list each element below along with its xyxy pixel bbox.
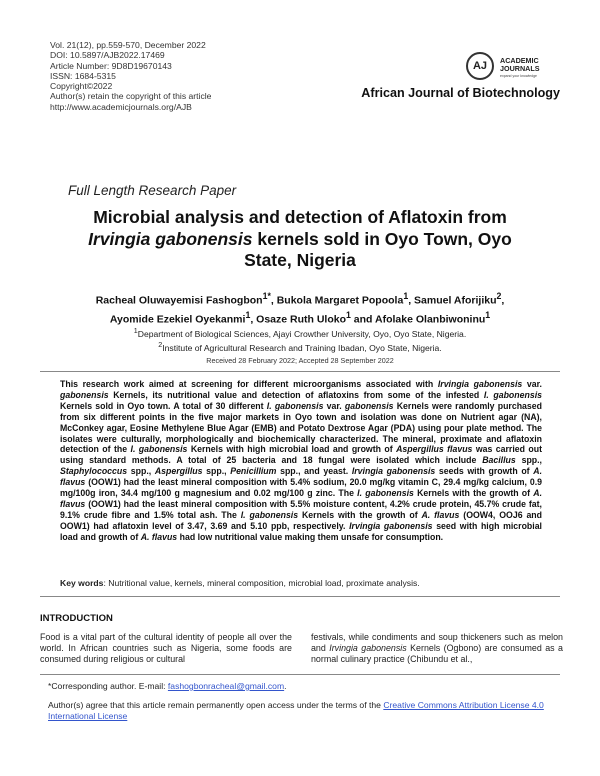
affiliation-2: $^2$Institute of Agricultural Research and Training Ibadan, Oyo State, Nigeria. bbox=[158, 340, 442, 353]
authors-line1: Racheal Oluwayemisi Fashogbon$^{1*}$, Bukola Margaret Popoola$^1$, Samuel Aforijiku$^2$, bbox=[95, 291, 505, 307]
divider-bottom bbox=[40, 596, 560, 597]
affiliation-1: $^1$Department of Biological Sciences, Ajayi Crowther University, Oyo, Oyo State, Nigeria. bbox=[133, 327, 467, 339]
author-name: Osaze Ruth Uloko bbox=[256, 313, 347, 326]
title-species: Irvingia gabonensis bbox=[88, 228, 253, 249]
article-metadata bbox=[50, 40, 211, 112]
meta-article-number: Article Number: 9D8D19670143 bbox=[50, 60, 172, 71]
author-name: Samuel Aforijiku bbox=[414, 294, 497, 307]
aj-logo-icon: AJ bbox=[466, 52, 494, 80]
keywords-label: Key words bbox=[60, 578, 104, 588]
logo-wordmark bbox=[500, 57, 540, 73]
logo-line1: ACADEMIC bbox=[500, 56, 539, 65]
corresponding-author: *Corresponding author. E-mail: fashogbonracheal@gmail.com. bbox=[48, 681, 287, 691]
meta-volume: Vol. 21(12), pp.559-570, December 2022 bbox=[50, 40, 206, 50]
footnote-divider bbox=[40, 674, 560, 675]
keywords: Key words: Nutritional value, kernels, mineral composition, microbial load, proximate analysis. bbox=[60, 578, 420, 588]
license-note: Author(s) agree that this article remain permanently open access under the terms of the Creative Commons Attribution License 4.0 International License bbox=[48, 700, 544, 721]
meta-url[interactable]: http://www.academicjournals.org/AJB bbox=[50, 101, 192, 112]
title-line2: Irvingia gabonensis kernels sold in Oyo Town, Oyo bbox=[88, 228, 512, 249]
received-dates: Received 28 February 2022; Accepted 28 September 2022 bbox=[206, 356, 394, 365]
divider-top bbox=[40, 371, 560, 372]
journal-name: African Journal of Biotechnology bbox=[361, 86, 560, 100]
author-list bbox=[40, 289, 560, 327]
paper-type: Full Length Research Paper bbox=[68, 183, 237, 198]
logo-line2: JOURNALS bbox=[500, 64, 540, 73]
author-name: Ayomide Ezekiel Oyekanmi bbox=[109, 313, 246, 326]
license-link[interactable]: Creative Commons Attribution License 4.0 International License bbox=[48, 700, 544, 721]
meta-doi: DOI: 10.5897/AJB2022.17469 bbox=[50, 50, 165, 61]
author-name: Bukola Margaret Popoola bbox=[276, 294, 404, 307]
title-line1: Microbial analysis and detection of Aflatoxin from bbox=[93, 207, 507, 227]
section-heading-introduction: INTRODUCTION bbox=[40, 613, 113, 624]
affiliations bbox=[40, 326, 560, 354]
intro-right-column: festivals, while condiments and soup thickeners such as melon and Irvingia gabonensis Kernels (Ogbono) are consumed as a normal culinary practice (Chibundu et al., bbox=[311, 632, 563, 665]
logo-tagline: expand your knowledge bbox=[500, 74, 537, 78]
author-name: Racheal Oluwayemisi Fashogbon bbox=[95, 294, 263, 307]
abstract: This research work aimed at screening for different microorganisms associated with Irvingia gabonensis var. gabonensis Kernels, its nutritional value and detection of aflatoxins from some of the infested I. gabonensis Kernels sold in Oyo town. A total of 30 different I. gabonensis var. gabonensis Kernels were randomly purchased from six different points in the five major markets in Oyo town and isolation was done on Nutrient agar (NA), McConkey agar, Eosine Methylene Blue Agar (EMB) and Potato Dextrose Agar (PDA) using pour plate method. The isolates were culturally, morphologically and biochemically characterized. The mineral, proximate and aflatoxin detection of the I. gabonensis Kernels with high microbial load and growth of Aspergillus flavus was carried out using standard methods. A total of 25 bacteria and 18 fungal were isolated which include Bacillus spp., Staphylococcus spp., Aspergillus spp., Penicillium spp., and yeast. Irvingia gabonensis seeds with growth of A. flavus (OOW1) had the least mineral composition with 5.4% sodium, 20.0 mg/kg vitamin C, 29.4 mg/kg calcium, 0.9 mg/100g iron, 34.4 mg/100 g magnesium and 0.02 mg/100 g zinc. The I. gabonensis Kernels with the growth of A. flavus (OOW1) had the least mineral composition with 5.5% moisture content, 4.2% crude protein, 45.7% crude fat, 9.1% crude fibre and 1.5% total ash. The I. gabonensis Kernels with the growth of A. flavus (OOW4, OOJ6 and OOW1) had aflatoxin level of 3.47, 3.69 and 5.10 ppb, respectively. Irvingia gabonensis seed with high microbial load and growth of A. flavus had low nutritional value making them unsafe for consumption. bbox=[60, 379, 543, 542]
article-title bbox=[40, 207, 560, 272]
publisher-logo bbox=[466, 52, 566, 84]
meta-issn: ISSN: 1684-5315 bbox=[50, 70, 116, 81]
author-name: Afolake Olanbiwoninu bbox=[375, 313, 486, 326]
intro-left-column: Food is a vital part of the cultural identity of people all over the world. In African countries such as Nigeria, some foods are consumed during religious or cultural bbox=[40, 632, 292, 665]
title-line3: State, Nigeria bbox=[244, 250, 356, 270]
authors-line2: Ayomide Ezekiel Oyekanmi$^1$, Osaze Ruth Uloko$^1$ and Afolake Olanbiwoninu$^1$ bbox=[109, 310, 491, 326]
meta-copyright: Copyright©2022 bbox=[50, 81, 113, 92]
email-link[interactable]: fashogbonracheal@gmail.com bbox=[167, 681, 285, 691]
meta-retain: Author(s) retain the copyright of this article bbox=[50, 91, 212, 102]
